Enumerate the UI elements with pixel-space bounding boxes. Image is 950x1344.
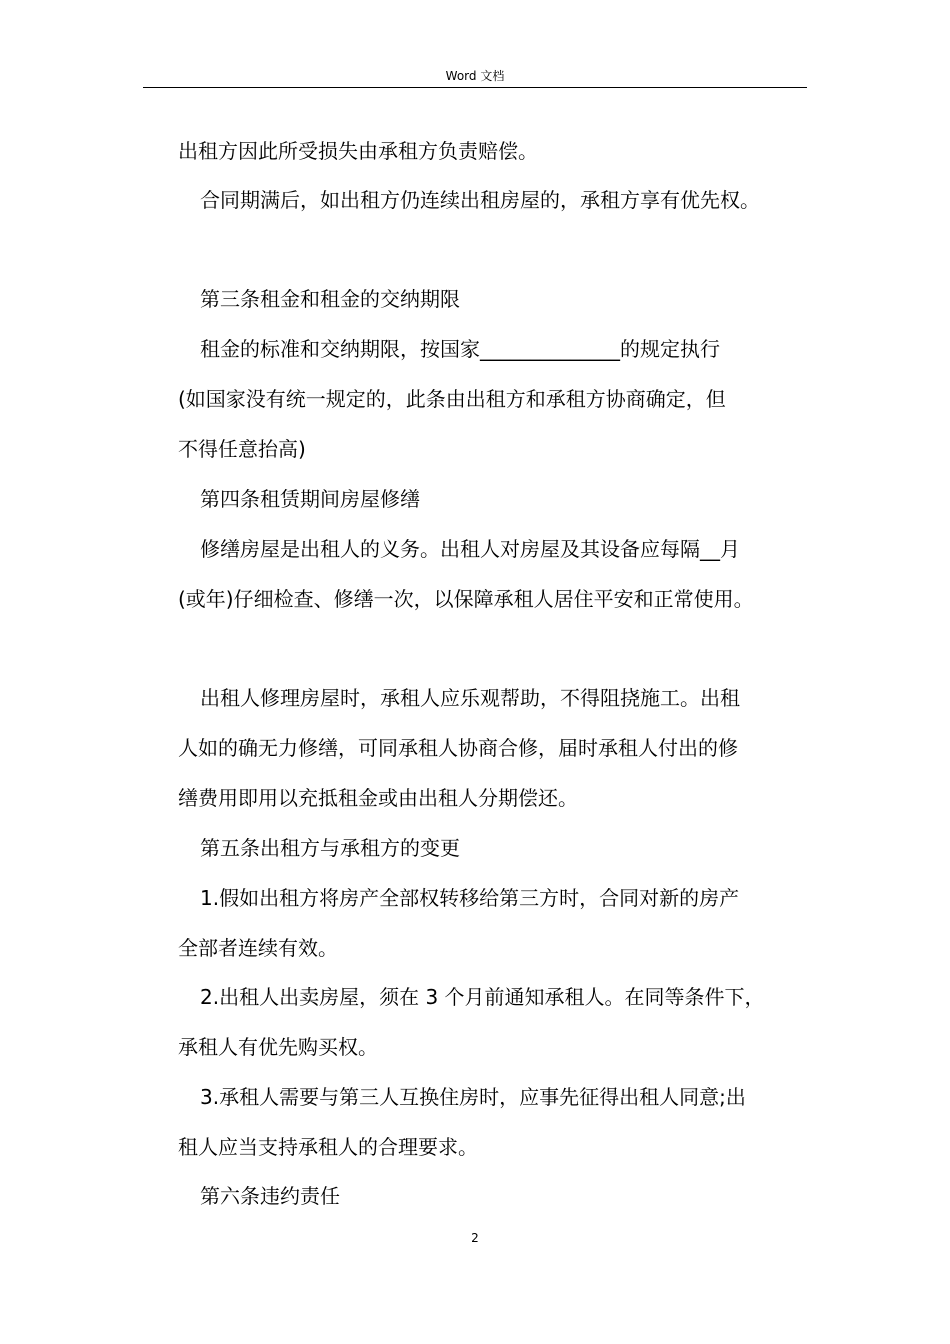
paragraph-line: 合同期满后，如出租方仍连续出租房屋的，承租方享有优先权。 [200,188,760,212]
list-item-line: 2.出租人出卖房屋，须在 3 个月前通知承租人。在同等条件下， [200,985,765,1009]
page-header-title: Word 文档 [445,69,505,83]
paragraph-line: 不得任意抬高) [178,437,306,461]
paragraph-line: 缮费用即用以充抵租金或由出租人分期偿还。 [178,786,578,810]
paragraph-line: (如国家没有统一规定的，此条由出租方和承租方协商确定，但 [178,387,726,411]
list-item-line: 承租人有优先购买权。 [178,1035,378,1059]
list-item-line: 3.承租人需要与第三人互换住房时，应事先征得出租人同意;出 [200,1085,746,1109]
section-heading-article-4: 第四条租赁期间房屋修缮 [200,487,420,511]
paragraph-line: 修缮房屋是出租人的义务。出租人对房屋及其设备应每隔__月 [200,537,740,561]
list-item-line: 租人应当支持承租人的合理要求。 [178,1135,478,1159]
paragraph-line: (或年)仔细检查、修缮一次，以保障承租人居住平安和正常使用。 [178,587,754,611]
section-heading-article-5: 第五条出租方与承租方的变更 [200,836,460,860]
list-item-line: 1.假如出租方将房产全部权转移给第三方时，合同对新的房产 [200,886,740,910]
page-number: 2 [471,1231,479,1245]
paragraph-line: 人如的确无力修缮，可同承租人协商合修，届时承租人付出的修 [178,736,738,760]
section-heading-article-3: 第三条租金和租金的交纳期限 [200,287,460,311]
list-item-line: 全部者连续有效。 [178,936,338,960]
paragraph-line: 出租方因此所受损失由承租方负责赔偿。 [178,139,538,163]
paragraph-line: 出租人修理房屋时，承租人应乐观帮助，不得阻挠施工。出租 [200,686,740,710]
header-divider [143,87,807,88]
paragraph-line: 租金的标准和交纳期限，按国家______________的规定执行 [200,337,720,361]
section-heading-article-6: 第六条违约责任 [200,1184,340,1208]
